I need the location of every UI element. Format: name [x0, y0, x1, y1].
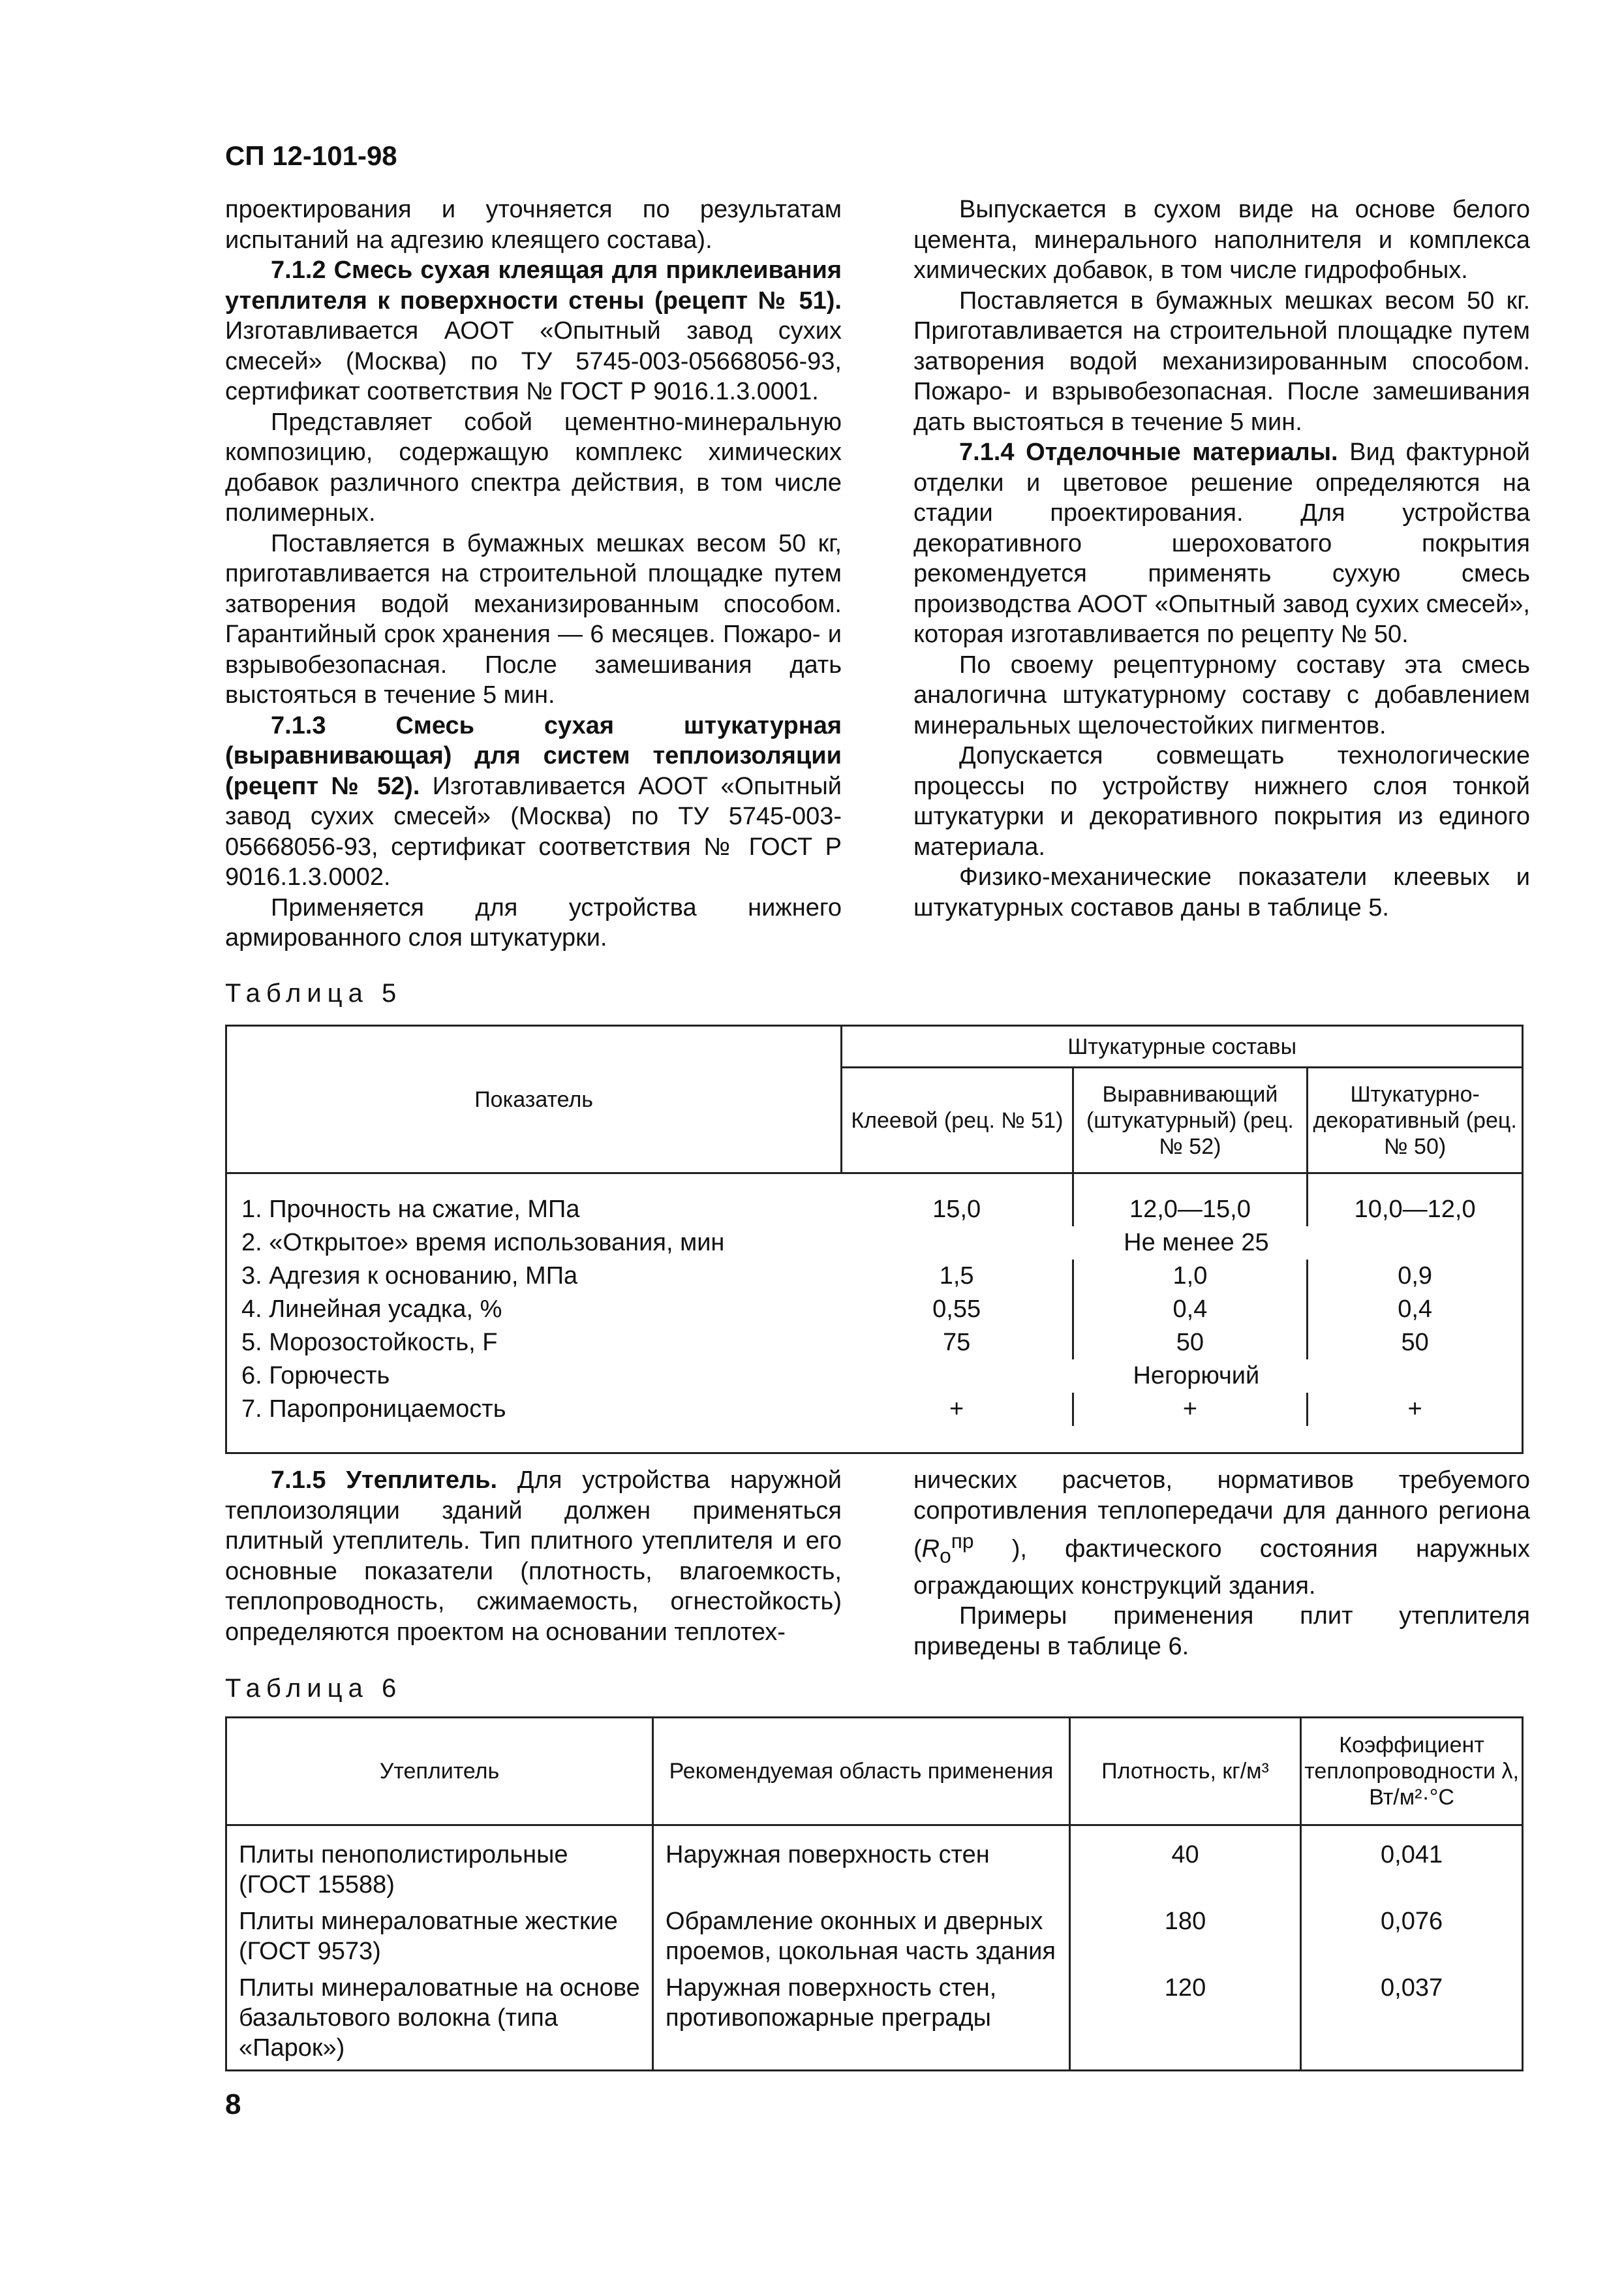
- column-header-density: Плотность, кг/м³: [1069, 1718, 1300, 1825]
- section-7-1-3: [225, 711, 842, 893]
- cell-name: Плиты минераловатные на основе базальтового волокна (типа «Парок»): [226, 1973, 653, 2071]
- section-title: 7.1.5 Утеплитель.: [271, 1466, 498, 1494]
- column-header-area: Рекомендуемая область применения: [653, 1718, 1070, 1825]
- section-title: 7.1.2 Смесь сухая клеящая для приклеивания утеплителя к поверхности стены (рецепт № 51).: [225, 256, 842, 315]
- cell-lambda: 0,037: [1301, 1973, 1523, 2071]
- cell: 50: [1308, 1326, 1523, 1359]
- paragraph: Физико-механические показатели клеевых и штукатурных составов даны в таблице 5.: [913, 863, 1530, 921]
- cell: +: [949, 1395, 964, 1423]
- row-label-text: 5. Морозостойкость, F: [241, 1328, 498, 1356]
- cell: 0,9: [1308, 1260, 1523, 1293]
- row-label: [226, 1326, 842, 1359]
- section-title: 7.1.3 Смесь сухая штукатурная (выравнивающая) для систем теплоизоляции (рецепт № 52).: [225, 711, 842, 800]
- cell-density: 120: [1069, 1973, 1300, 2071]
- row-label: 7. Паропроницаемость: [226, 1393, 842, 1426]
- merged-cell: Негорючий: [842, 1359, 1523, 1393]
- cell-area: Обрамление оконных и дверных проемов, цокольная часть здания: [653, 1906, 1070, 1973]
- cell: +: [1308, 1393, 1523, 1426]
- cell: 0,55: [932, 1295, 981, 1323]
- merged-cell: Не менее 25: [842, 1226, 1523, 1260]
- section-7-1-5: [225, 1465, 842, 1647]
- cell: 10,0—12,0: [1308, 1193, 1523, 1226]
- cell-lambda: 0,041: [1301, 1840, 1523, 1906]
- cell-area: Наружная поверхность стен: [653, 1840, 1070, 1906]
- paragraph: Представляет собой цементно-минеральную композицию, содержащую комплекс химических добавок различного спектра действия, в том числе полимерных.: [225, 408, 842, 527]
- cell-density: 40: [1069, 1840, 1300, 1906]
- table-6: [225, 1716, 1524, 2071]
- section-text: Для устройства наружной теплоизоляции зданий должен применяться плитный утеплитель. Тип плитного утеплителя и его основные показатели (плотность, влагоемкость, теплопроводность, сжимаемость, огнестойкость) определяются проектом на основании теплотех-: [225, 1466, 842, 1646]
- table-row: [226, 1193, 1523, 1226]
- paragraph: Поставляется в бумажных мешках весом 50 кг. Приготавливается на строительной площадке путем затворения водой механизированным способом. Пожаро- и взрывобезопасная. После замешивания дать выстояться в течение 5 мин.: [913, 286, 1530, 436]
- table-row: [226, 1840, 1523, 1906]
- cell: +: [1073, 1393, 1308, 1426]
- section-text: Вид фактурной отделки и цветовое решение определяются на стадии проектирования. Для устройства декоративного шероховатого покрытия рекомендуется применять сухую смесь производства АООТ «Опытный завод сухих смесей», которая изготавливается по рецепту № 50.: [913, 439, 1530, 648]
- text-fragment: нических расчетов, нормативов требуемого сопротивления теплопередачи для данного региона (: [913, 1466, 1530, 1563]
- table-row: [226, 1293, 1523, 1326]
- cell-lambda: 0,076: [1301, 1906, 1523, 1973]
- column-header-insulation: Утеплитель: [226, 1718, 653, 1825]
- column-header-group: Штукатурные составы: [842, 1026, 1523, 1068]
- paragraph: Поставляется в бумажных мешках весом 50 кг, приготавливается на строительной площадке путем затворения водой механизированным способом. Гарантийный срок хранения — 6 месяцев. Пожаро- и взрывобезопасная. После замешивания дать выстояться в течение 5 мин.: [225, 529, 842, 709]
- section-text: Изготавливается АООТ «Опытный завод сухих смесей» (Москва) по ТУ 5745-003-05668056-93, сертификат соответствия № ГОСТ Р 9016.1.3.0001.: [225, 317, 842, 405]
- column-header-leveling: Выравнивающий (штукатурный) (рец. № 52): [1073, 1068, 1308, 1173]
- paragraph: По своему рецептурному составу эта смесь аналогична штукатурному составу с добавлением минеральных щелочестойких пигментов.: [913, 651, 1530, 739]
- row-label: 6. Горючесть: [226, 1359, 842, 1393]
- table-row: [226, 1226, 1523, 1260]
- column-header-adhesive: Клеевой (рец. № 51): [842, 1068, 1073, 1173]
- section-title: 7.1.4 Отделочные материалы.: [959, 439, 1338, 466]
- cell: 1,5: [939, 1262, 974, 1290]
- cell: 15,0: [932, 1195, 981, 1223]
- cell-name: Плиты пенополистирольные (ГОСТ 15588): [226, 1840, 653, 1906]
- table-row: [226, 1393, 1523, 1426]
- cell: 75: [943, 1328, 971, 1356]
- text-fragment: ), фактического состояния наружных ограждающих конструкций здания.: [913, 1535, 1530, 1600]
- row-label: 4. Линейная усадка, %: [226, 1293, 842, 1326]
- column-header-conductivity: Коэффициент теплопроводности λ, Вт/м²·°С: [1301, 1718, 1523, 1825]
- cell-density: 180: [1069, 1906, 1300, 1973]
- table-row: [226, 1260, 1523, 1293]
- section-7-1-4: [913, 437, 1530, 650]
- paragraph: Примеры применения плит утеплителя приведены в таблице 6.: [913, 1602, 1530, 1660]
- cell: 12,0—15,0: [1073, 1193, 1308, 1226]
- right-column-top: [913, 194, 1530, 923]
- row-label: 1. Прочность на сжатие, МПа: [226, 1193, 842, 1226]
- table-5-caption: Таблица 5: [225, 979, 403, 1008]
- cell-area: Наружная поверхность стен, противопожарные преграды: [653, 1973, 1070, 2071]
- page-number: 8: [225, 2088, 241, 2120]
- symbol-r: R: [921, 1535, 940, 1563]
- right-column-bottom: [913, 1465, 1530, 1662]
- cell: 50: [1073, 1326, 1308, 1359]
- table-row: [226, 1906, 1523, 1973]
- paragraph: Выпускается в сухом виде на основе белого цемента, минерального наполнителя и комплекса химических добавок, в том числе гидрофобных.: [913, 196, 1530, 284]
- column-header-indicator: Показатель: [226, 1026, 842, 1173]
- table-5: [225, 1025, 1524, 1454]
- table-6-caption: Таблица 6: [225, 1674, 403, 1703]
- left-column-bottom: [225, 1465, 842, 1647]
- table-row: [226, 1973, 1523, 2071]
- cell: 0,4: [1308, 1293, 1523, 1326]
- paragraph: проектирования и уточняется по результатам испытаний на адгезию клеящего состава).: [225, 196, 842, 254]
- paragraph: Применяется для устройства нижнего армированного слоя штукатурки.: [225, 893, 842, 952]
- table-row: [226, 1359, 1523, 1393]
- column-header-decorative: Штукатурно-декоративный (рец. № 50): [1308, 1068, 1523, 1173]
- subscript: o: [940, 1543, 951, 1568]
- paragraph: Допускается совмещать технологические процессы по устройству нижнего слоя тонкой штукатурки и декоративного покрытия из единого материала.: [913, 742, 1530, 861]
- paragraph: [913, 1465, 1530, 1601]
- document-code: СП 12-101-98: [225, 140, 397, 171]
- section-7-1-2: [225, 255, 842, 407]
- superscript: пр: [951, 1529, 974, 1553]
- row-label: 3. Адгезия к основанию, МПа: [226, 1260, 842, 1293]
- cell: 0,4: [1073, 1293, 1308, 1326]
- row-label: 2. «Открытое» время использования, мин: [226, 1226, 842, 1260]
- left-column-top: [225, 194, 842, 953]
- cell: 1,0: [1073, 1260, 1308, 1293]
- cell-name: Плиты минераловатные жесткие (ГОСТ 9573): [226, 1906, 653, 1973]
- table-row: [226, 1326, 1523, 1359]
- section-text: Изготавливается АООТ «Опытный завод сухих смесей» (Москва) по ТУ 5745-003-05668056-93, сертификат соответствия № ГОСТ Р 9016.1.3.0002.: [225, 772, 842, 891]
